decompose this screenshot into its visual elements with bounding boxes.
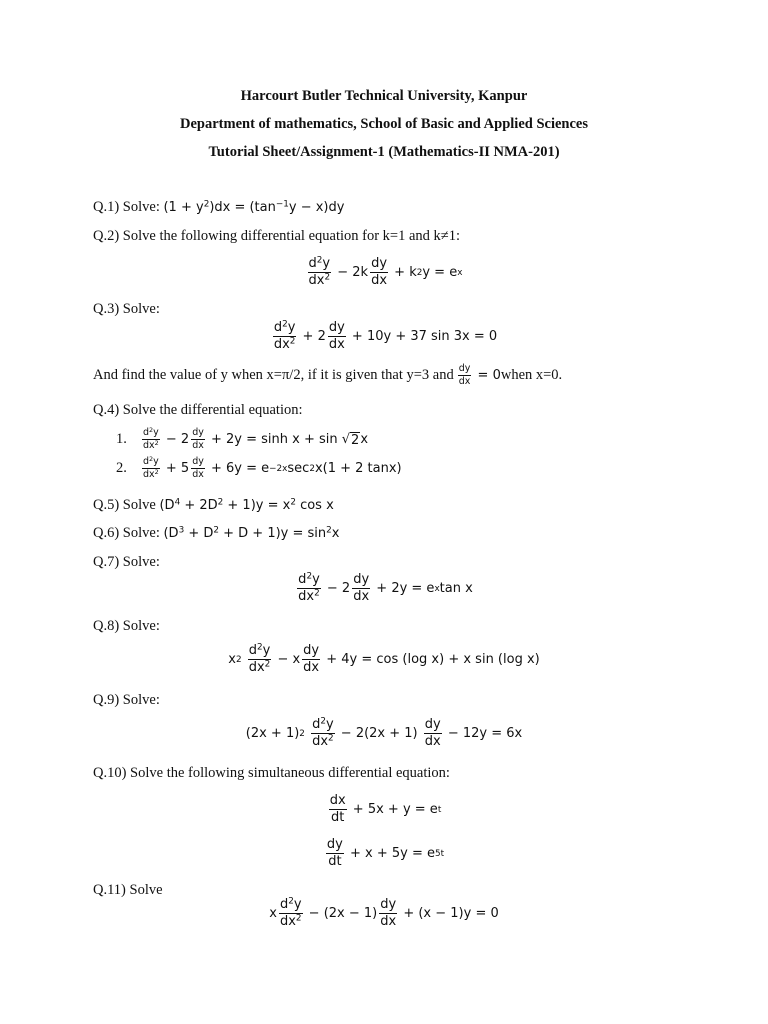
question-2-equation: $\frac{d^2y}{dx^2}$ − 2k $\frac{dy}{dx}$ + k 2 y = e x	[308, 255, 463, 289]
question-1	[93, 199, 344, 216]
question-4-item-1-number: 1.	[116, 431, 127, 448]
question-7-equation: $\frac{d^2y}{dx^2}$ − 2 $\frac{dy}{dx}$ + 2y = e x tan x	[298, 571, 473, 605]
question-10-label: Q.10) Solve the following simultaneous differential equation:	[93, 765, 450, 781]
question-4-label: Q.4) Solve the differential equation:	[93, 402, 303, 418]
question-5-equation: $(D^4 + 2D^2 + 1)y = x^2$ cos x	[159, 497, 334, 513]
question-3-condition: And find the value of y when x=π/2, if it is given that y=3 and $\frac{dy}{dx}$ = 0 when x=0.	[93, 363, 563, 388]
question-3-condition-prefix: And find the value of y when x=π/2, if it is given that y=3 and	[93, 367, 454, 384]
question-2-label: Q.2) Solve the following differential equation for k=1 and k≠1:	[93, 228, 461, 244]
question-8-equation: x 2 $\frac{d^2y}{dx^2}$ − x $\frac{dy}{dx}$ + 4y = cos (log x) + x sin (log x)	[228, 642, 540, 676]
question-4-item-2: 2. $\frac{d^2y}{dx^2}$ + 5 $\frac{dy}{dx}$ + 6y = e −2x sec 2 x(1 + 2 tanx)	[116, 454, 402, 481]
question-8-label: Q.8) Solve:	[93, 618, 160, 634]
question-6	[93, 525, 339, 542]
question-9-label: Q.9) Solve:	[93, 692, 160, 708]
question-3-condition-suffix: when x=0.	[500, 367, 563, 384]
question-3-label: Q.3) Solve:	[93, 301, 160, 317]
department-title: Department of mathematics, School of Basic and Applied Sciences	[180, 116, 588, 132]
question-10-equation-2: $\frac{dy}{dt}$ + x + 5y = e 5t	[326, 837, 445, 870]
question-5-label: Q.5) Solve	[93, 497, 160, 513]
question-4-item-2-number: 2.	[116, 460, 127, 477]
sheet-title: Tutorial Sheet/Assignment-1 (Mathematics-II NMA-201)	[208, 144, 560, 160]
question-6-label: Q.6) Solve:	[93, 525, 164, 541]
question-1-equation: $(1 + y^2)dx = (\tan^{-1}y - x)dy$	[163, 199, 345, 215]
question-9-equation: (2x + 1) 2 $\frac{d^2y}{dx^2}$ − 2(2x + 1) $\frac{dy}{dx}$ − 12y = 6x	[245, 716, 523, 750]
question-1-label: Q.1) Solve:	[93, 199, 164, 215]
university-title: Harcourt Butler Technical University, Kanpur	[240, 88, 528, 104]
question-10-equation-1: $\frac{dx}{dt}$ + 5x + y = e t	[329, 793, 442, 826]
question-11-label: Q.11) Solve	[93, 882, 163, 898]
question-5	[93, 497, 334, 514]
question-7-label: Q.7) Solve:	[93, 554, 160, 570]
question-6-equation: $(D^3 + D^2 + D + 1)y = \sin^2x$	[163, 525, 340, 541]
question-4-item-1: 1. $\frac{d^2y}{dx^2}$ − 2 $\frac{dy}{dx}$ + 2y = sinh x + sin √ 2 x	[116, 425, 369, 452]
question-3-equation: $\frac{d^2y}{dx^2}$ + 2 $\frac{dy}{dx}$ + 10y + 37 sin 3x = 0	[273, 319, 498, 353]
question-11-equation: x $\frac{d^2y}{dx^2}$ − (2x − 1) $\frac{dy}{dx}$ + (x − 1)y = 0	[269, 896, 499, 930]
